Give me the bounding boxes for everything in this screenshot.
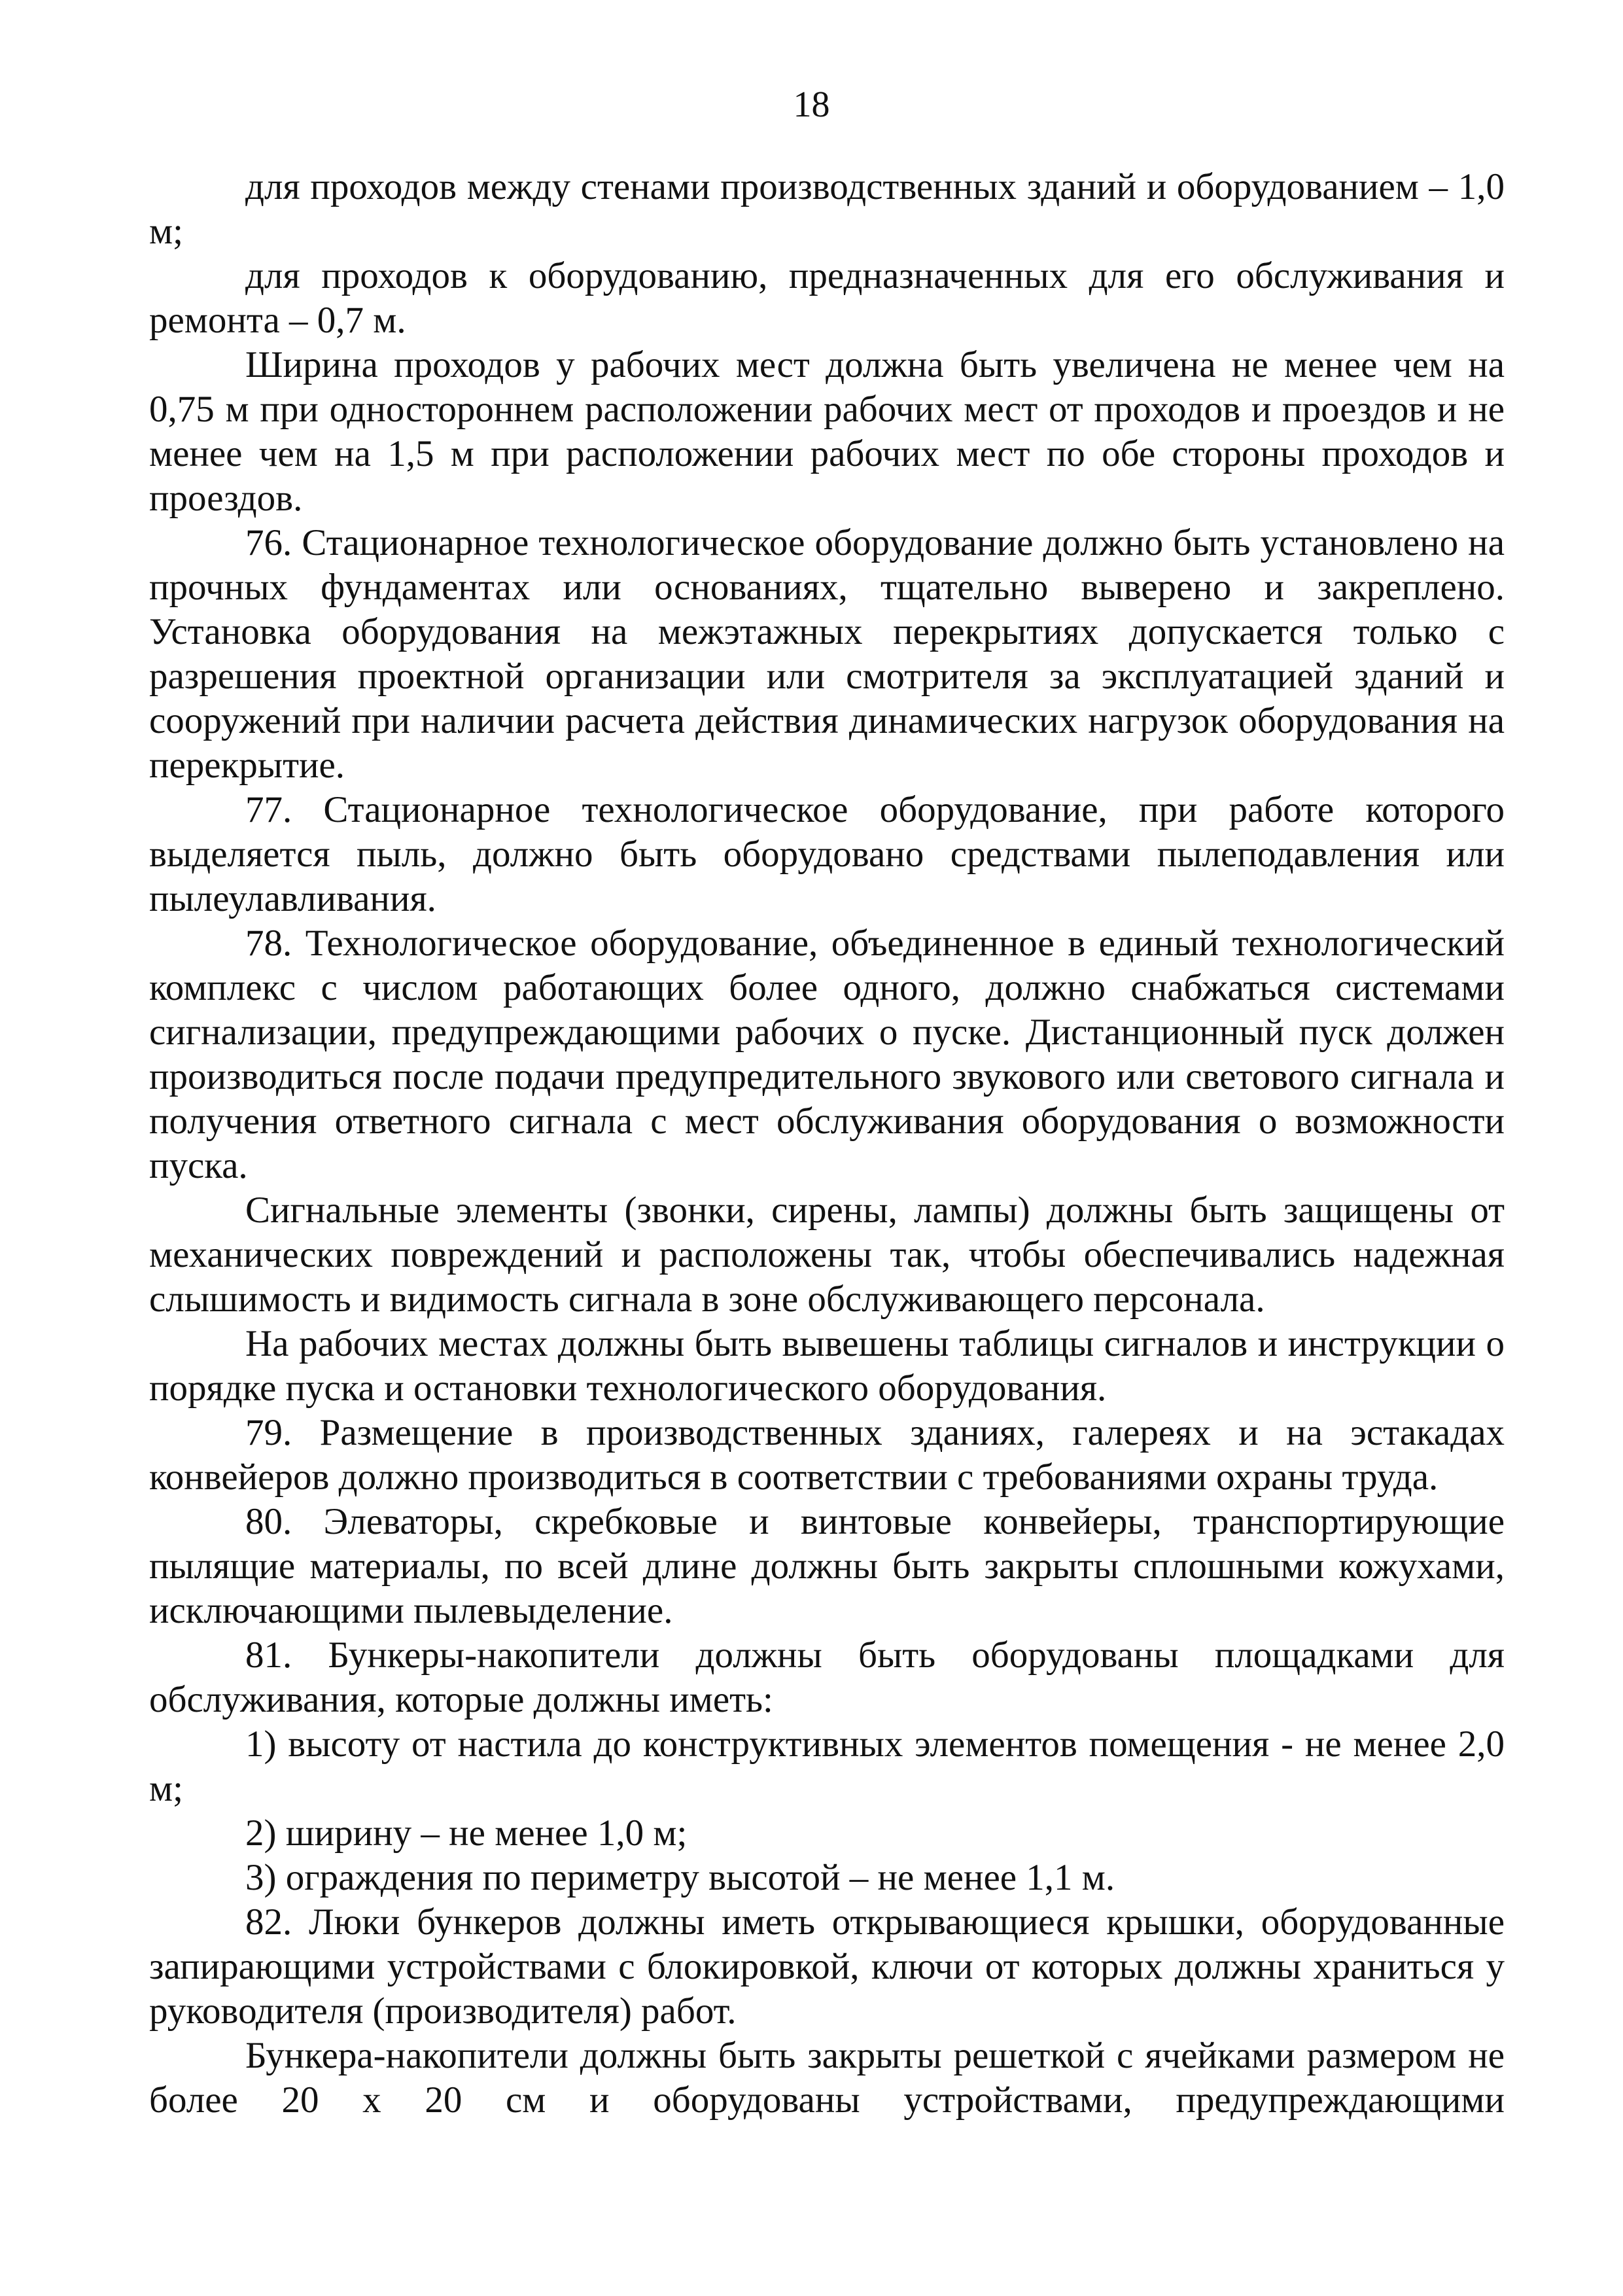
list-item-width: 2) ширину – не менее 1,0 м;	[245, 1812, 688, 1854]
document-body	[149, 165, 1505, 2123]
list-item-railing: 3) ограждения по периметру высотой – не менее 1,1 м.	[245, 1857, 1115, 1898]
paragraph-passages-walls: для проходов между стенами производственных зданий и оборудованием – 1,0 м;	[149, 166, 1505, 252]
paragraph-clause-76: 76. Стационарное технологическое оборудование должно быть установлено на прочных фундаментах или основаниях, тщательно выверено и закреплено. Установка оборудования на межэтажных перекрытиях допускается только с разрешения проектной организации или смотрителя за эксплуатацией зданий и сооружений при наличии расчета действия динамических нагрузок оборудования на перекрытие.	[149, 522, 1505, 786]
paragraph-signal-tables: На рабочих местах должны быть вывешены таблицы сигналов и инструкции о порядке пуска и остановки технологического оборудования.	[149, 1323, 1505, 1409]
paragraph-clause-78: 78. Технологическое оборудование, объединенное в единый технологический комплекс с числом работающих более одного, должно снабжаться системами сигнализации, предупреждающими рабочих о пуске. Дистанционный пуск должен производиться после подачи предупредительного звукового или светового сигнала и получения ответного сигнала с мест обслуживания оборудования о возможности пуска.	[149, 923, 1505, 1186]
paragraph-passage-width: Ширина проходов у рабочих мест должна быть увеличена не менее чем на 0,75 м при одностороннем расположении рабочих мест от проходов и проездов и не менее чем на 1,5 м при расположении рабочих мест по обе стороны проходов и проездов.	[149, 344, 1505, 519]
list-item-height: 1) высоту от настила до конструктивных элементов помещения - не менее 2,0 м;	[149, 1723, 1505, 1809]
paragraph-clause-81: 81. Бункеры-накопители должны быть оборудованы площадками для обслуживания, которые должны иметь:	[149, 1634, 1505, 1720]
paragraph-clause-79: 79. Размещение в производственных зданиях, галереях и на эстакадах конвейеров должно производиться в соответствии с требованиями охраны труда.	[149, 1412, 1505, 1498]
page-number: 18	[793, 84, 830, 125]
paragraph-clause-80: 80. Элеваторы, скребковые и винтовые конвейеры, транспортирующие пылящие материалы, по всей длине должны быть закрыты сплошными кожухами, исключающими пылевыделение.	[149, 1501, 1505, 1631]
paragraph-signal-elements: Сигнальные элементы (звонки, сирены, лампы) должны быть защищены от механических повреждений и расположены так, чтобы обеспечивались надежная слышимость и видимость сигнала в зоне обслуживающего персонала.	[149, 1190, 1505, 1320]
paragraph-passages-equipment: для проходов к оборудованию, предназначенных для его обслуживания и ремонта – 0,7 м.	[149, 255, 1505, 341]
paragraph-clause-82: 82. Люки бункеров должны иметь открывающиеся крышки, оборудованные запирающими устройствами с блокировкой, ключи от которых должны храниться у руководителя (производителя) работ.	[149, 1901, 1505, 2032]
paragraph-bunker-grating: Бункера-накопители должны быть закрыты решеткой с ячейками размером не более 20 х 20 см и оборудованы устройствами, предупреждающими	[149, 2035, 1505, 2121]
paragraph-clause-77: 77. Стационарное технологическое оборудование, при работе которого выделяется пыль, должно быть оборудовано средствами пылеподавления или пылеулавливания.	[149, 789, 1505, 919]
